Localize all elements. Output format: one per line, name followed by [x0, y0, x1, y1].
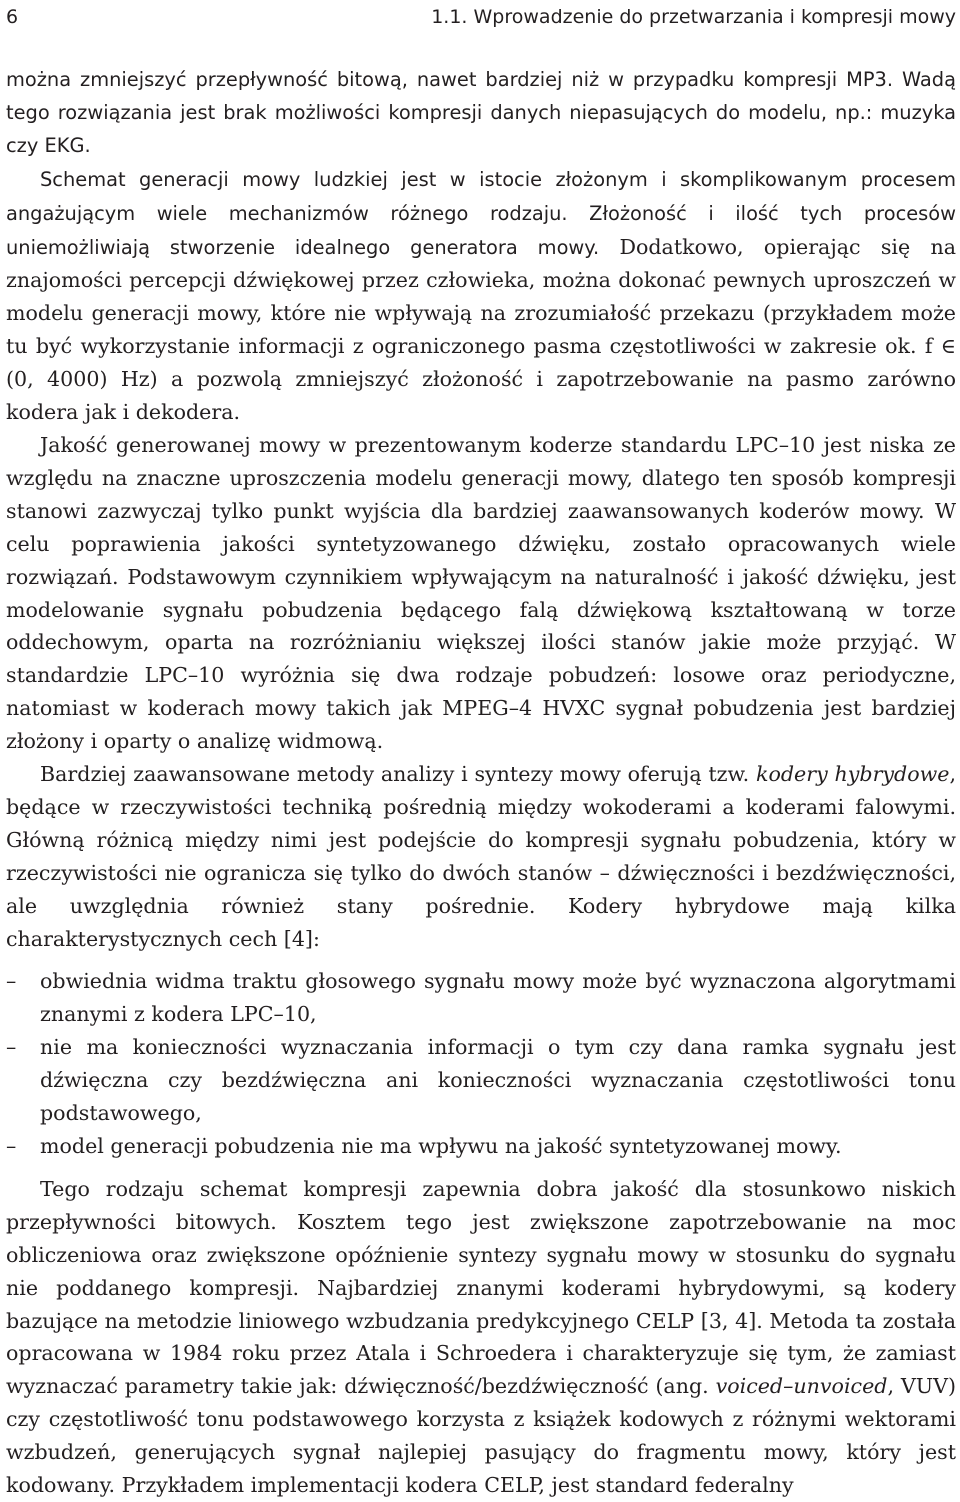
paragraph-continuation: można zmniejszyć przepływność bitową, nawet bardziej niż w przypadku kompresji MP3. Wadą tego rozwiązania jest brak możliwości kompresji danych niepasujących do modelu, np.: muzyka czy EKG.	[6, 68, 956, 157]
list-dash: –	[6, 1035, 17, 1060]
list-item	[6, 1130, 956, 1163]
list-dash: –	[6, 969, 17, 994]
celp-text-before: Tego rodzaju schemat kompresji zapewnia dobra jakość dla stosunkowo niskich przepływności bitowych. Kosztem tego jest zwiększone zapotrzebowanie na moc obliczeniowa oraz zwiększone opóźnienie syntezy sygnału mowy w stosunku do sygnału nie poddanego kompresji. Najbardziej znanymi koderami hybrydowymi, są kodery bazujące na metodzie liniowego wzbudzania predykcyjnego CELP [3, 4]. Metoda ta została opracowana w 1984 roku przez Atala i Schroedera i charakteryzuje się tym, że zamiast wyznaczać parametry takie jak: dźwięczność/bezdźwięczność (ang.	[6, 1176, 956, 1399]
page-body	[6, 64, 956, 1502]
running-title: 1.1. Wprowadzenie do przetwarzania i kompresji mowy	[431, 6, 956, 28]
celp-text-after: , VUV) czy częstotliwość tonu podstawowego korzysta z książek kodowych z różnymi wektorami wzbudzeń, generujących sygnał najlepiej pasujący do fragmentu mowy, który jest kodowany. Przykładem implementacji kodera CELP, jest standard federalny	[6, 1374, 956, 1498]
hybrid-intro-text: Bardziej zaawansowane metody analizy i syntezy mowy oferują tzw.	[40, 762, 750, 787]
paragraph-speech-model-sans: Schemat generacji mowy ludzkiej jest w istocie złożonym i skomplikowanym procesem angażującym wiele mechanizmów różnego rodzaju. Złożoność i ilość tych procesów uniemożliwiają stworzenie idealnego generatora mowy.	[6, 167, 956, 259]
list-item	[6, 1031, 956, 1130]
paragraph-hybrid-coders	[6, 758, 956, 955]
list-dash: –	[6, 1134, 17, 1158]
list-item	[6, 965, 956, 1031]
spacer	[6, 955, 956, 965]
celp-term: voiced–unvoiced	[715, 1374, 888, 1399]
paragraph-speech-model-serif: Dodatkowo, opierając się na znajomości percepcji dźwiękowej przez człowieka, można dokonać pewnych uproszczeń w modelu generacji mowy, które nie wpływają na zrozumiałość przekazu (przykładem może tu być wykorzystanie informacji z ograniczonego pasma częstotliwości w zakresie ok. f ∈ (0, 4000) Hz) a pozwolą zmniejszyć złożoność i zapotrzebowanie na pasmo zarówno kodera jak i dekodera.	[6, 234, 956, 425]
page-number: 6	[6, 6, 19, 28]
list-item-text: nie ma konieczności wyznaczania informacji o tym czy dana ramka sygnału jest dźwięczna czy bezdźwięczna ani konieczności wyznaczania częstotliwości tonu podstawowego,	[40, 1035, 956, 1126]
spacer	[6, 1163, 956, 1173]
hybrid-term: kodery hybrydowe	[756, 762, 950, 787]
list-item-text: obwiednia widma traktu głosowego sygnału mowy może być wyznaczona algorytmami znanymi z kodera LPC–10,	[40, 969, 956, 1027]
page-header	[6, 0, 956, 34]
hybrid-rest-text: , będące w rzeczywistości techniką pośrednią między wokoderami a koderami falowymi. Główną różnicą między nimi jest podejście do kompresji sygnału pobudzenia, który w rzeczywistości nie ogranicza się tylko do dwóch stanów – dźwięczności i bezdźwięczności, ale uwzględnia również stany pośrednie. Kodery hybrydowe mają kilka charakterystycznych cech [4]:	[6, 762, 956, 951]
paragraph-celp	[6, 1173, 956, 1502]
feature-list	[6, 965, 956, 1162]
list-item-text: model generacji pobudzenia nie ma wpływu na jakość syntetyzowanej mowy.	[40, 1134, 842, 1158]
paragraph-speech-model	[6, 163, 956, 429]
paragraph-lpc10-quality: Jakość generowanej mowy w prezentowanym koderze standardu LPC–10 jest niska ze względu na znaczne uproszczenia modelu generacji mowy, dlatego ten sposób kompresji stanowi zazwyczaj tylko punkt wyjścia dla bardziej zaawansowanych koderów mowy. W celu poprawienia jakości syntetyzowanego dźwięku, zostało opracowanych wiele rozwiązań. Podstawowym czynnikiem wpływającym na naturalność i jakość dźwięku, jest modelowanie sygnału pobudzenia będącego falą dźwiękową kształtowaną w torze oddechowym, oparta na rozróżnianiu większej ilości stanów jakie może przyjąć. W standardzie LPC–10 wyróżnia się dwa rodzaje pobudzeń: losowe oraz periodyczne, natomiast w koderach mowy takich jak MPEG–4 HVXC sygnał pobudzenia jest bardziej złożony i oparty o analizę widmową.	[6, 432, 956, 754]
